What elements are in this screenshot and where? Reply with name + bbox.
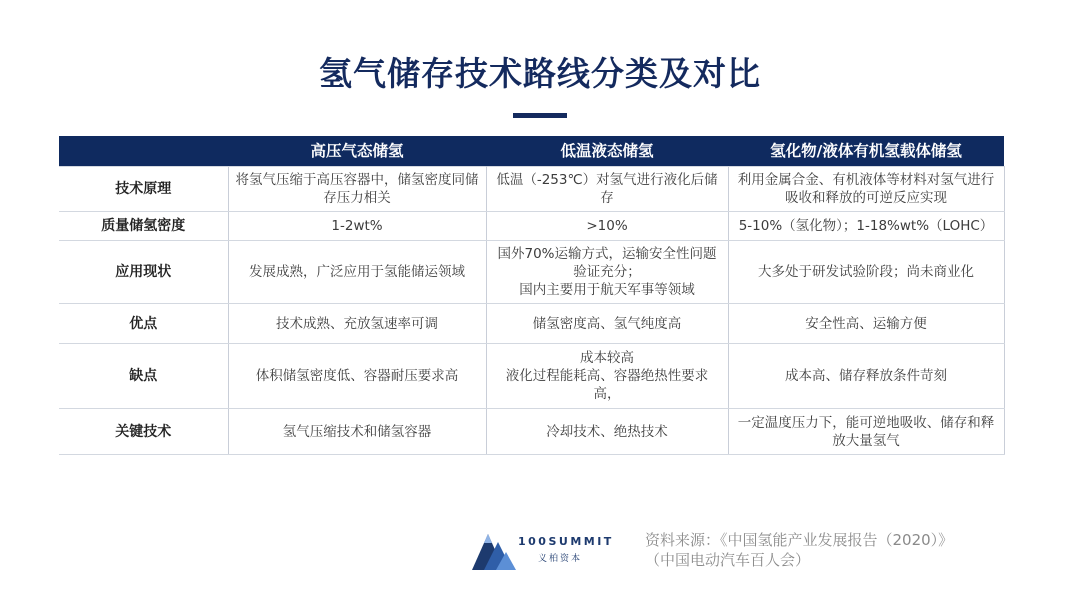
table-row [59,241,1004,304]
table-cell: 技术成熟、充放氢速率可调 [228,304,486,344]
table-cell [486,241,728,304]
table-row [59,212,1004,241]
table-cell: 发展成熟，广泛应用于氢能储运领域 [228,241,486,304]
header-high-pressure: 高压气态储氢 [228,136,486,167]
header-hydride-lohc: 氢化物/液体有机氢载体储氢 [728,136,1004,167]
header-corner [59,136,228,167]
table-cell: 低温（-253℃）对氢气进行液化后储存 [486,167,728,212]
table-cell: 体积储氢密度低、容器耐压要求高 [228,344,486,409]
cell-line: 液化过程能耗高、容器绝热性要求高， [505,368,709,402]
table-cell: 1-2wt% [228,212,486,241]
table-row [59,409,1004,455]
table-cell: 氢气压缩技术和储氢容器 [228,409,486,455]
row-label: 质量储氢密度 [59,212,228,241]
source-line-2: （中国电动汽车百人会） [645,551,811,569]
comparison-table [59,136,1005,455]
table-cell: 利用金属合金、有机液体等材料对氢气进行吸收和释放的可逆反应实现 [728,167,1004,212]
table-cell: 冷却技术、绝热技术 [486,409,728,455]
table-cell: 将氢气压缩于高压容器中，储氢密度同储存压力相关 [228,167,486,212]
cell-line: 成本较高 [580,350,634,366]
table-cell: 安全性高、运输方便 [728,304,1004,344]
row-label: 技术原理 [59,167,228,212]
table-cell: >10% [486,212,728,241]
table-row [59,344,1004,409]
row-label: 应用现状 [59,241,228,304]
cell-line: 国内主要用于航天军事等领域 [519,282,695,298]
table-cell: 大多处于研发试验阶段；尚未商业化 [728,241,1004,304]
table-header-row [59,136,1004,167]
table-cell: 储氢密度高、氢气纯度高 [486,304,728,344]
title-underline [513,113,567,118]
table-row [59,304,1004,344]
source-note [645,530,953,570]
logo-name: 100SUMMIT [518,535,614,548]
row-label: 关键技术 [59,409,228,455]
row-label: 缺点 [59,344,228,409]
header-cryogenic-liquid: 低温液态储氢 [486,136,728,167]
row-label: 优点 [59,304,228,344]
table-cell: 成本高、储存释放条件苛刻 [728,344,1004,409]
page-title: 氢气储存技术路线分类及对比 [319,54,761,93]
table-cell [486,344,728,409]
cell-line: 国外70%运输方式，运输安全性问题验证充分； [497,246,717,280]
table-cell: 5-10%（氢化物）；1-18%wt%（LOHC） [728,212,1004,241]
table-row [59,167,1004,212]
source-line-1: 资料来源：《中国氢能产业发展报告（2020）》 [645,531,954,549]
logo-subtitle: 义柏资本 [538,554,583,564]
table-cell: 一定温度压力下，能可逆地吸收、储存和释放大量氢气 [728,409,1004,455]
